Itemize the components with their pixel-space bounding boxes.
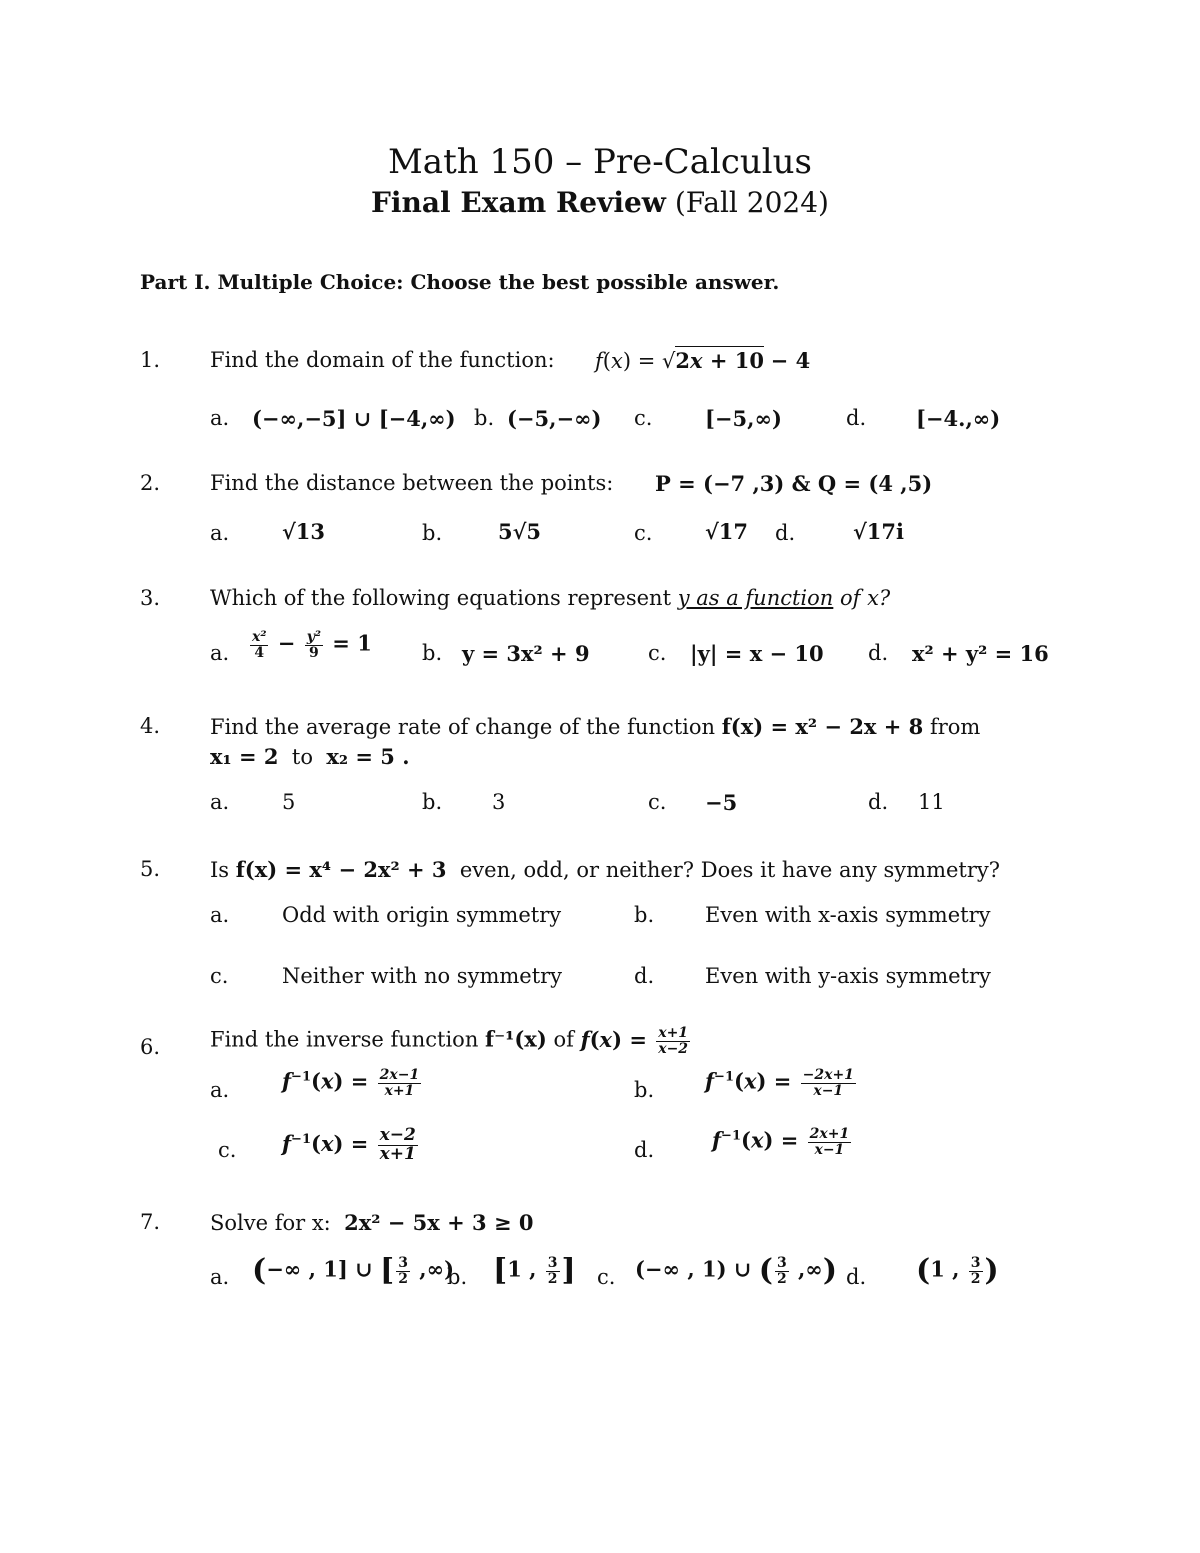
prompt-rest: even, odd, or neither? Does it have any symmetry? <box>459 858 1001 882</box>
prompt-from: from <box>929 715 981 739</box>
prompt-part-1: Which of the following equations represent <box>210 586 672 610</box>
question-math: f(x) = x² − 2x + 8 <box>721 714 924 739</box>
question-number: 2. <box>140 471 161 495</box>
question-number: 3. <box>140 586 161 610</box>
option-label-c[interactable]: c. <box>648 641 667 665</box>
option-b[interactable]: $f^{-1}(x)$ = $\frac{-2x+1}{x-1}$ <box>705 1067 854 1099</box>
option-a[interactable]: $f^{-1}(x)$ = $\frac{2x-1}{x+1}$ <box>282 1067 420 1099</box>
question-math: 2x² − 5x + 3 ≥ 0 <box>344 1210 534 1235</box>
option-label-a[interactable]: a. <box>210 790 230 814</box>
page-title: Math 150 – Pre-Calculus <box>387 142 813 182</box>
option-label-c[interactable]: c. <box>218 1138 237 1162</box>
option-label-d[interactable]: d. <box>868 790 889 814</box>
prompt-emphasis: y as a function <box>677 586 834 610</box>
option-label-b[interactable]: b. <box>634 903 655 927</box>
page-subtitle <box>0 186 1200 219</box>
option-label-a[interactable]: a. <box>210 641 230 665</box>
option-a[interactable]: 5 <box>282 790 296 814</box>
option-label-b[interactable]: b. <box>422 641 443 665</box>
option-label-b[interactable]: b. <box>634 1078 655 1102</box>
option-label-d[interactable]: d. <box>775 521 796 545</box>
question-prompt: Find the domain of the function: <box>210 348 555 372</box>
option-a[interactable]: Odd with origin symmetry <box>282 903 562 927</box>
option-c[interactable]: Neither with no symmetry <box>282 964 563 988</box>
option-label-d[interactable]: d. <box>634 964 655 988</box>
option-a[interactable]: √13 <box>282 519 326 544</box>
option-label-a[interactable]: a. <box>210 1265 230 1289</box>
option-label-b[interactable]: b. <box>422 521 443 545</box>
option-label-b[interactable]: b. <box>447 1265 468 1289</box>
option-b[interactable]: (−5,−∞) <box>507 406 602 431</box>
option-d[interactable]: (1 , $\frac{3}{2}$ ) <box>916 1253 999 1289</box>
question-number: 5. <box>140 857 161 881</box>
question-prompt <box>210 857 1000 882</box>
option-d[interactable]: √17i <box>853 519 905 544</box>
subtitle-rest: (Fall 2024) <box>674 186 829 219</box>
part-heading: Part I. Multiple Choice: Choose the best possible answer. <box>140 270 780 294</box>
option-label-c[interactable]: c. <box>634 406 653 430</box>
option-c[interactable]: [−5,∞) <box>705 406 782 431</box>
option-c[interactable]: |y| = x − 10 <box>690 641 824 666</box>
option-label-a[interactable]: a. <box>210 406 230 430</box>
option-c[interactable]: $f^{-1}(x)$ = $\frac{x-2}{x+1}$ <box>282 1125 416 1164</box>
prompt-of: of <box>553 1027 574 1052</box>
question-prompt <box>210 1026 692 1056</box>
option-label-d[interactable]: d. <box>868 641 889 665</box>
option-d[interactable]: [−4.,∞) <box>916 406 1001 431</box>
option-b[interactable]: Even with x-axis symmetry <box>705 903 991 927</box>
option-label-d[interactable]: d. <box>634 1138 655 1162</box>
prompt-text: Find the average rate of change of the function <box>210 715 716 739</box>
math-x2: x₂ = 5 . <box>326 744 410 769</box>
question-number: 1. <box>140 348 161 372</box>
question-number: 6. <box>140 1035 161 1059</box>
question-math: f(x) = $\frac{x+1}{x-2}$ <box>580 1025 689 1057</box>
subtitle-bold: Final Exam Review <box>371 186 666 219</box>
question-prompt-line2 <box>210 744 410 769</box>
option-label-d[interactable]: d. <box>846 406 867 430</box>
option-label-a[interactable]: a. <box>210 1078 230 1102</box>
option-a[interactable]: (−∞,−5] ∪ [−4,∞) <box>252 406 456 431</box>
option-b[interactable]: y = 3x² + 9 <box>462 641 590 666</box>
option-b[interactable]: 3 <box>492 790 506 814</box>
option-b[interactable]: 5√5 <box>498 519 542 544</box>
question-prompt <box>210 1210 533 1235</box>
question-prompt <box>210 586 890 610</box>
option-d[interactable]: 11 <box>918 790 945 814</box>
option-c[interactable]: −5 <box>705 790 738 815</box>
prompt-is: Is <box>210 858 230 882</box>
option-label-c[interactable]: c. <box>597 1265 616 1289</box>
option-b[interactable]: [1 , $\frac{3}{2}$ ] <box>493 1253 576 1289</box>
question-prompt <box>210 714 980 739</box>
question-number: 4. <box>140 714 161 738</box>
option-label-c[interactable]: c. <box>210 964 229 988</box>
option-a[interactable]: (−∞ , 1] ∪ [ $\frac{3}{2}$ ,∞) <box>252 1253 455 1289</box>
option-label-b[interactable]: b. <box>474 406 495 430</box>
question-math: P = (−7 ,3) & Q = (4 ,5) <box>655 471 933 496</box>
math-x1: x₁ = 2 <box>210 744 279 769</box>
math-inverse: f⁻¹(x) <box>485 1026 547 1052</box>
question-math: f(x) = x⁴ − 2x² + 3 <box>235 857 447 882</box>
option-label-d[interactable]: d. <box>846 1265 867 1289</box>
option-label-b[interactable]: b. <box>422 790 443 814</box>
question-math: f(x) = √2x + 10 − 4 <box>595 348 811 373</box>
prompt-part-3: of x? <box>840 586 891 610</box>
option-c[interactable]: (−∞ , 1) ∪ ( $\frac{3}{2}$ ,∞) <box>635 1253 838 1289</box>
option-label-a[interactable]: a. <box>210 903 230 927</box>
prompt-text: Find the inverse function <box>210 1027 479 1052</box>
option-label-a[interactable]: a. <box>210 521 230 545</box>
question-number: 7. <box>140 1210 161 1234</box>
prompt-to: to <box>291 745 314 769</box>
option-c[interactable]: √17 <box>705 519 749 544</box>
option-d[interactable]: Even with y-axis symmetry <box>705 964 991 988</box>
option-label-c[interactable]: c. <box>648 790 667 814</box>
option-label-c[interactable]: c. <box>634 521 653 545</box>
option-a[interactable]: $\frac{\text{x²}}{4}$ − $\frac{\text{y²}}{9}$ = 1 <box>252 629 372 661</box>
option-d[interactable]: $f^{-1}(x)$ = $\frac{2x+1}{x-1}$ <box>712 1126 850 1158</box>
prompt-text: Solve for x: <box>210 1211 331 1235</box>
question-prompt: Find the distance between the points: <box>210 471 614 495</box>
option-d[interactable]: x² + y² = 16 <box>912 641 1049 666</box>
